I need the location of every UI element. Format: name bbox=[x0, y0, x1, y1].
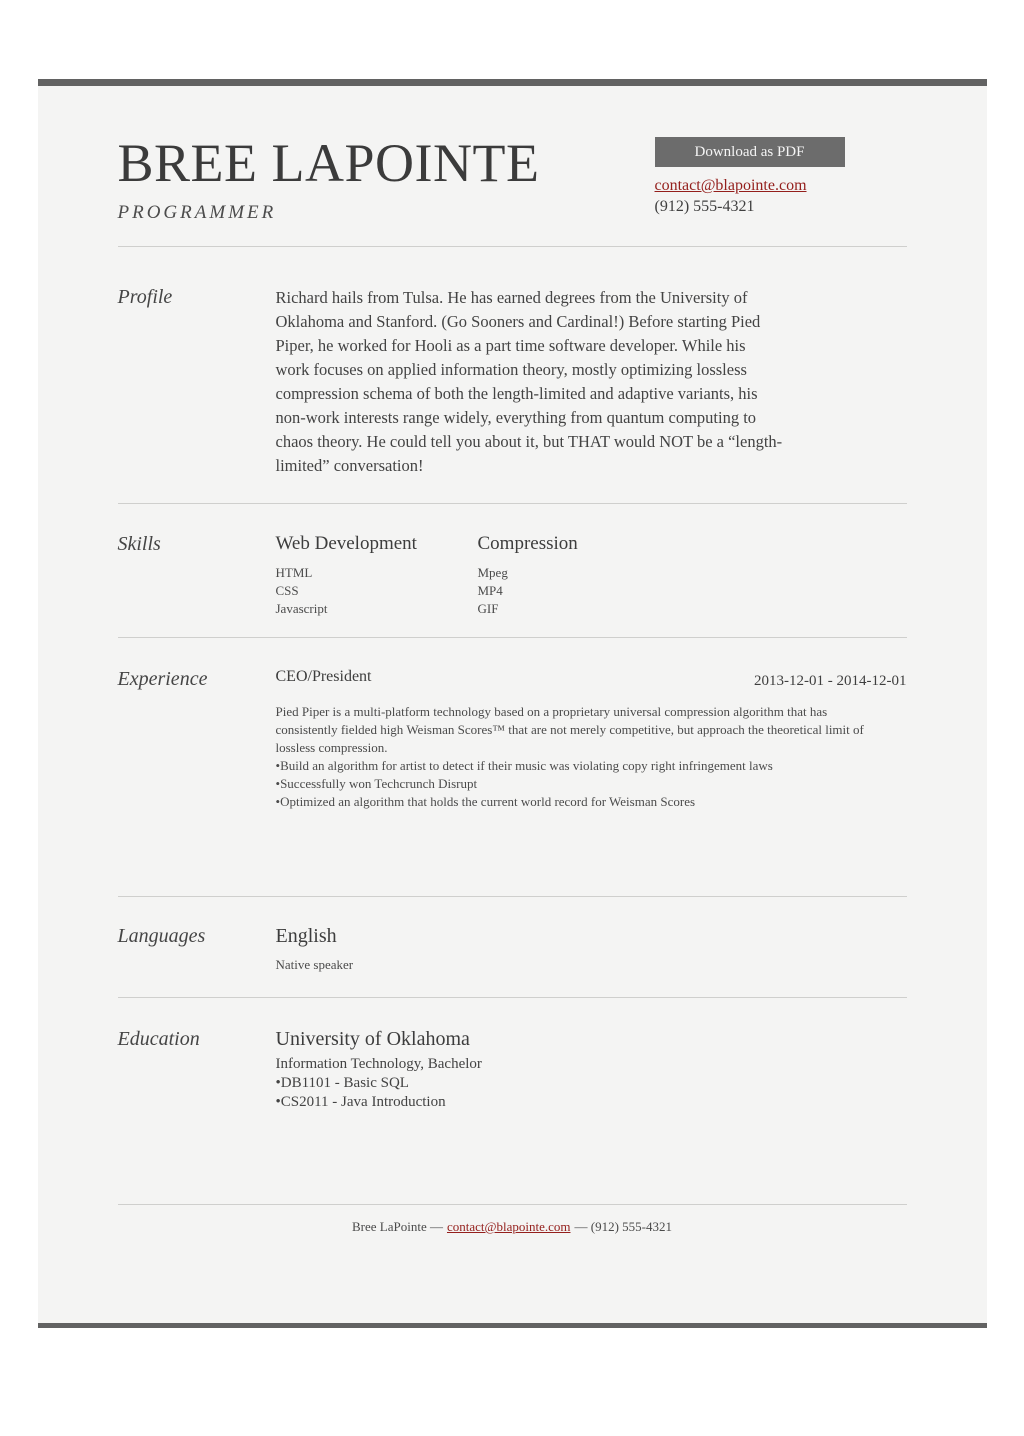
languages-content bbox=[276, 925, 907, 973]
experience-highlight: • Successfully won Techcrunch Disrupt bbox=[276, 775, 876, 793]
skill-item: MP4 bbox=[477, 583, 503, 599]
education-degree: Information Technology, Bachelor bbox=[275, 1056, 482, 1073]
header-identity bbox=[117, 133, 540, 224]
language-entry bbox=[276, 925, 907, 973]
skill-group-name: Web Development bbox=[275, 533, 417, 555]
footer-phone: — (912) 555-4321 bbox=[574, 1219, 672, 1235]
experience-highlight: • Optimized an algorithm that holds the current world record for Weisman Scores bbox=[276, 793, 876, 811]
experience-summary: Pied Piper is a multi-platform technology based on a proprietary universal compression algorithm that has consistently fielded high Weisman Scores™ that are not merely competitive, but approach the theoretical limit of lossless compression. bbox=[275, 704, 864, 756]
skill-item: CSS bbox=[275, 583, 299, 599]
experience-highlights bbox=[276, 757, 876, 811]
skill-group-name: Compression bbox=[477, 533, 578, 555]
skill-list bbox=[276, 564, 478, 618]
experience-entry bbox=[276, 668, 907, 811]
phone-number: (912) 555-4321 bbox=[654, 198, 755, 215]
skills-section-label: Skills bbox=[117, 533, 161, 556]
header-contact bbox=[655, 136, 907, 216]
languages-section-label: Languages bbox=[117, 925, 206, 948]
footer-email-link[interactable]: contact@blapointe.com bbox=[446, 1219, 571, 1235]
email-link[interactable]: contact@blapointe.com bbox=[654, 177, 807, 194]
education-institution: University of Oklahoma bbox=[275, 1028, 470, 1051]
profile-content bbox=[276, 286, 907, 478]
education-section-label: Education bbox=[117, 1028, 200, 1051]
experience-section-label: Experience bbox=[117, 668, 208, 691]
resume-paper bbox=[38, 79, 987, 1328]
education-course: • DB1101 - Basic SQL bbox=[276, 1074, 907, 1093]
section-education bbox=[118, 998, 907, 1205]
experience-entry-head bbox=[276, 668, 907, 690]
header bbox=[118, 86, 907, 247]
skill-item: HTML bbox=[275, 565, 313, 581]
experience-content bbox=[276, 668, 907, 811]
section-experience bbox=[118, 638, 907, 897]
language-fluency: Native speaker bbox=[275, 957, 354, 973]
section-profile bbox=[118, 247, 907, 504]
footer bbox=[118, 1205, 907, 1323]
skill-item: Javascript bbox=[275, 601, 328, 617]
skills-groups bbox=[276, 533, 907, 618]
education-course: • CS2011 - Java Introduction bbox=[276, 1093, 907, 1112]
experience-highlight: • Build an algorithm for artist to detect if their music was violating copy right infringement laws bbox=[276, 757, 876, 775]
download-pdf-button[interactable]: Download as PDF bbox=[655, 137, 845, 167]
skill-group-web-development bbox=[276, 533, 478, 618]
skill-group-compression bbox=[478, 533, 680, 618]
education-courses bbox=[276, 1074, 907, 1112]
education-entry bbox=[276, 1028, 907, 1112]
experience-entry-body bbox=[276, 703, 876, 811]
experience-dates: 2013-12-01 - 2014-12-01 bbox=[754, 673, 907, 690]
skill-list bbox=[478, 564, 680, 618]
skill-item: Mpeg bbox=[477, 565, 508, 581]
footer-name: Bree LaPointe — bbox=[352, 1219, 443, 1235]
section-languages bbox=[118, 897, 907, 998]
language-name: English bbox=[275, 925, 337, 948]
skill-item: GIF bbox=[477, 601, 499, 617]
experience-title: CEO/President bbox=[275, 668, 372, 686]
page-title: BREE LAPOINTE bbox=[117, 133, 540, 193]
section-skills bbox=[118, 504, 907, 638]
education-content bbox=[276, 1028, 907, 1112]
profile-section-label: Profile bbox=[117, 286, 173, 309]
profile-text: Richard hails from Tulsa. He has earned degrees from the University of Oklahoma and Stanford. (Go Sooners and Cardinal!) Before starting Pied Piper, he worked for Hooli as a part time software developer. While his work focuses on applied information theory, mostly optimizing lossless compression schema of both the length-limited and adaptive variants, his non-work interests range widely, everything from quantum computing to chaos theory. He could tell you about it, but THAT would NOT be a “length-limited” conversation! bbox=[275, 288, 783, 476]
job-title: PROGRAMMER bbox=[117, 202, 277, 224]
